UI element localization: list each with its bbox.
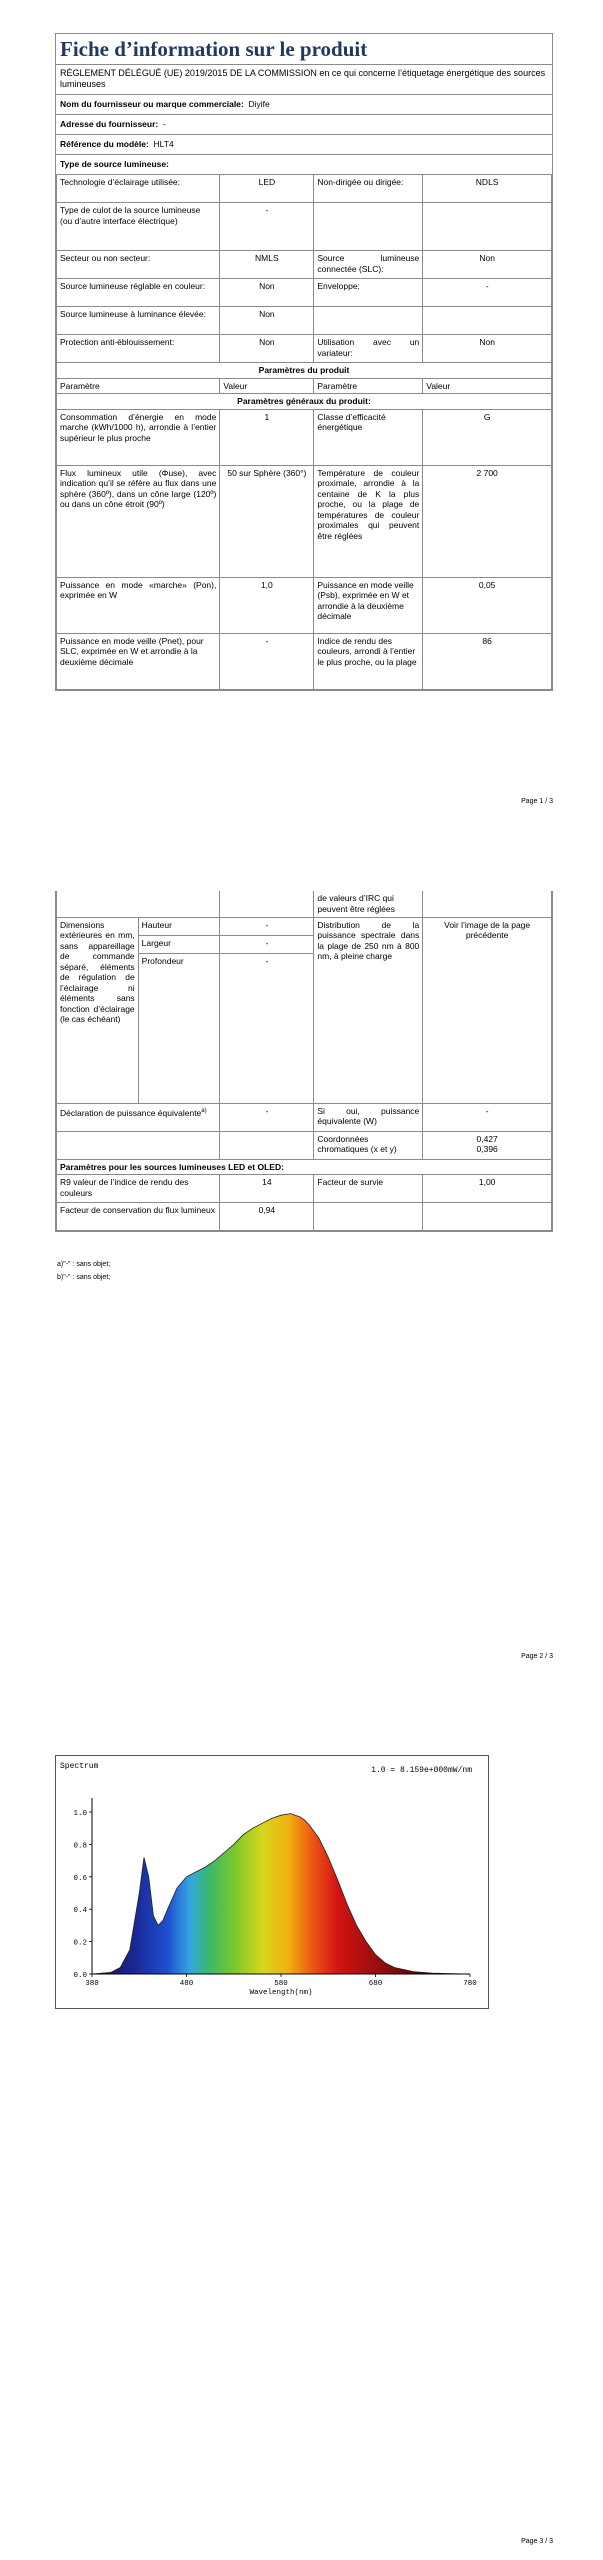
x-tick-label: 580 — [274, 1980, 288, 1988]
spectral-label: Distribution de la puissance spectrale dans la plage de 250 nm à 800 nm, à pleine charge — [314, 917, 423, 1103]
lumen-value: 0,94 — [220, 1203, 314, 1231]
params-title: Paramètres du produit — [57, 363, 552, 379]
param-value: G — [423, 409, 552, 465]
param-label: Puissance en mode veille (Pnet), pour SLC, exprimée en W et arrondie à la deuxième décimale — [57, 633, 220, 689]
type-value: - — [423, 279, 552, 307]
param-label: Indice de rendu des couleurs, arrondi à l’entier le plus proche, ou la plage — [314, 633, 423, 689]
page-title: Fiche d’information sur le produit — [56, 34, 552, 65]
model-row — [56, 135, 552, 155]
table-row — [57, 1175, 552, 1203]
equiv-value: - — [220, 1103, 314, 1131]
model-label: Référence du modèle: — [60, 139, 149, 149]
y-tick-label: 0.2 — [73, 1939, 87, 1948]
type-value: Non — [220, 307, 314, 335]
empty-cell — [57, 1131, 220, 1159]
table-row — [57, 1203, 552, 1231]
empty-cell — [220, 891, 314, 917]
table-row — [57, 1103, 552, 1131]
column-header: Paramètre — [314, 378, 423, 394]
x-tick-label: 780 — [463, 1980, 477, 1988]
type-label: Utilisation avec un variateur: — [314, 335, 423, 363]
table-row — [57, 891, 552, 917]
type-title-row — [56, 155, 552, 174]
table-row — [57, 175, 552, 203]
page-number: Page 3 / 3 — [521, 2538, 553, 2545]
dim-value: - — [220, 953, 314, 1103]
address-label: Adresse du fournisseur: — [60, 119, 159, 129]
type-label: Source lumineuse connectée (SLC): — [314, 251, 423, 279]
param-value: 86 — [423, 633, 552, 689]
param-label: Consommation d’énergie en mode marche (kWh/1000 h), arrondie à l’entier supérieur le plus proche — [57, 409, 220, 465]
x-tick-label: 480 — [179, 1980, 194, 1988]
product-sheet-frame — [55, 33, 553, 691]
x-axis-label: Wavelength(nm) — [249, 1989, 313, 1997]
cap-type-label: Type de culot de la source lumineuse — [60, 205, 201, 215]
type-label: Source lumineuse réglable en couleur: — [57, 279, 220, 307]
y-tick-label: 0.8 — [73, 1842, 87, 1851]
address-row — [56, 115, 552, 135]
regulation-subtitle: RÈGLEMENT DÉLÉGUÉ (UE) 2019/2015 DE LA COMMISSION en ce qui concerne l’étiquetage énergétique des sources lumineuses — [56, 65, 552, 95]
address-value: - — [162, 119, 166, 129]
r9-label: R9 valeur de l’indice de rendu des couleurs — [57, 1175, 220, 1203]
table-row — [57, 335, 552, 363]
y-axis — [73, 1810, 92, 1980]
table-row — [57, 279, 552, 307]
type-label — [314, 307, 423, 335]
model-value: HLT4 — [153, 139, 174, 149]
type-label — [57, 203, 220, 251]
table-row — [57, 203, 552, 251]
table-row — [57, 577, 552, 633]
table-row — [57, 917, 552, 935]
param-label: Puissance en mode «marche» (Pon), exprimée en W — [57, 577, 220, 633]
param-label: Température de couleur proximale, arrondie à la centaine de K la plus proche, ou la plage de températures de couleur proximales qui peuvent être réglées — [314, 465, 423, 577]
footnotes — [57, 1258, 110, 1284]
type-label — [314, 203, 423, 251]
equiv-label-text: Déclaration de puissance équivalente — [60, 1107, 202, 1118]
empty-cell — [423, 1203, 552, 1231]
dim-label: Largeur — [138, 935, 220, 953]
param-value: 2 700 — [423, 465, 552, 577]
type-value: NDLS — [423, 175, 552, 203]
column-header: Valeur — [423, 378, 552, 394]
type-label: Technologie d’éclairage utilisée: — [57, 175, 220, 203]
table-row — [57, 465, 552, 577]
param-value: 1,0 — [220, 577, 314, 633]
param-label: Classe d’efficacité énergétique — [314, 409, 423, 465]
equiv-label — [57, 1103, 220, 1131]
type-title: Type de source lumineuse: — [60, 159, 169, 169]
dim-label: Profondeur — [138, 953, 220, 1103]
table-header — [57, 378, 552, 394]
chart-annotation: 1.0 = 8.159e+000mW/nm — [371, 1766, 472, 1775]
spectrum-area — [92, 1814, 470, 1974]
supplier-row — [56, 95, 552, 115]
param-value: 50 sur Sphère (360°) — [220, 465, 314, 577]
type-value — [423, 203, 552, 251]
table-row — [57, 251, 552, 279]
type-label: Source lumineuse à luminance élevée: — [57, 307, 220, 335]
x-tick-label: 680 — [368, 1980, 383, 1988]
param-value: 1 — [220, 409, 314, 465]
footnote-a: a)"-" : sans objet; — [57, 1261, 111, 1268]
survival-label: Facteur de survie — [314, 1175, 423, 1203]
type-value: Non — [220, 279, 314, 307]
y-tick-label: 0.6 — [73, 1874, 87, 1883]
supplier-value: Diyife — [248, 99, 270, 109]
general-title: Paramètres généraux du produit: — [57, 394, 552, 410]
led-title: Paramètres pour les sources lumineuses LED et OLED: — [57, 1159, 552, 1175]
empty-cell — [314, 1203, 423, 1231]
table-row — [57, 409, 552, 465]
type-value: Non — [423, 251, 552, 279]
type-value — [423, 307, 552, 335]
y-tick-label: 1.0 — [73, 1810, 87, 1818]
chroma-label: Coordonnées chromatiques (x et y) — [314, 1131, 423, 1159]
chroma-x: 0,427 — [476, 1133, 498, 1144]
y-tick-label: 0.4 — [73, 1907, 87, 1916]
product-sheet-frame-cont — [55, 891, 553, 1232]
type-table — [56, 174, 552, 690]
type-value: - — [220, 203, 314, 251]
x-tick-label: 380 — [85, 1980, 99, 1988]
type-value: LED — [220, 175, 314, 203]
page-number: Page 1 / 3 — [521, 798, 553, 805]
equiv-w-value: - — [423, 1103, 552, 1131]
y-tick-label: 0.0 — [73, 1972, 87, 1980]
continuation-table — [56, 891, 552, 1231]
type-label: Secteur ou non secteur: — [57, 251, 220, 279]
type-label: Protection anti-éblouissement: — [57, 335, 220, 363]
column-header: Valeur — [220, 378, 314, 394]
chart-title: Spectrum — [60, 1762, 99, 1771]
empty-cell — [220, 1131, 314, 1159]
table-row — [57, 1159, 552, 1175]
spectrum-chart — [55, 1755, 489, 2009]
equiv-w-label: Si oui, puissance équivalente (W) — [314, 1103, 423, 1131]
param-value: - — [220, 633, 314, 689]
dims-label: Dimensions extérieures en mm, sans appareillage de commande séparé, éléments de régulation de l’éclairage ni éléments sans fonction d’éclairage (le cas échéant) — [57, 917, 139, 1103]
column-header: Paramètre — [57, 378, 220, 394]
param-value: 0,05 — [423, 577, 552, 633]
survival-value: 1,00 — [423, 1175, 552, 1203]
param-label: Puissance en mode veille (Psb), exprimée en W et arrondie à la deuxième décimale — [314, 577, 423, 633]
cri-range-cont: de valeurs d’IRC qui peuvent être réglées — [314, 891, 423, 917]
equiv-footnote-ref: a) — [201, 1107, 207, 1114]
supplier-label: Nom du fournisseur ou marque commerciale: — [60, 99, 244, 109]
dim-value: - — [220, 917, 314, 935]
type-value: Non — [423, 335, 552, 363]
chroma-y: 0,396 — [476, 1144, 498, 1154]
table-row — [57, 363, 552, 379]
param-label: Flux lumineux utile (Φuse), avec indication qu’il se réfère au flux dans une sphère (360º), dans un cône large (120º) ou dans un cône étroit (90º) — [57, 465, 220, 577]
page-number: Page 2 / 3 — [521, 1653, 553, 1660]
table-row — [57, 1131, 552, 1159]
page-1 — [0, 0, 603, 835]
type-value: Non — [220, 335, 314, 363]
lumen-label: Facteur de conservation du flux lumineux — [57, 1203, 220, 1231]
dim-label: Hauteur — [138, 917, 220, 935]
type-label: Non-dirigée ou dirigée: — [314, 175, 423, 203]
cap-type-sublabel: (ou d’autre interface électrique) — [60, 215, 178, 226]
page-3 — [0, 1670, 603, 2560]
dim-value: - — [220, 935, 314, 953]
empty-cell — [57, 891, 220, 917]
empty-cell — [423, 891, 552, 917]
page-2 — [0, 835, 603, 1670]
footnote-b: b)"-" : sans objet; — [57, 1274, 111, 1281]
type-value: NMLS — [220, 251, 314, 279]
type-label: Enveloppe: — [314, 279, 423, 307]
x-axis — [85, 1974, 477, 1988]
chroma-value — [423, 1131, 552, 1159]
spectral-value: Voir l’image de la page précédente — [423, 917, 552, 1103]
r9-value: 14 — [220, 1175, 314, 1203]
table-row — [57, 394, 552, 410]
spectrum-svg — [56, 1756, 488, 2008]
table-row — [57, 633, 552, 689]
table-row — [57, 307, 552, 335]
